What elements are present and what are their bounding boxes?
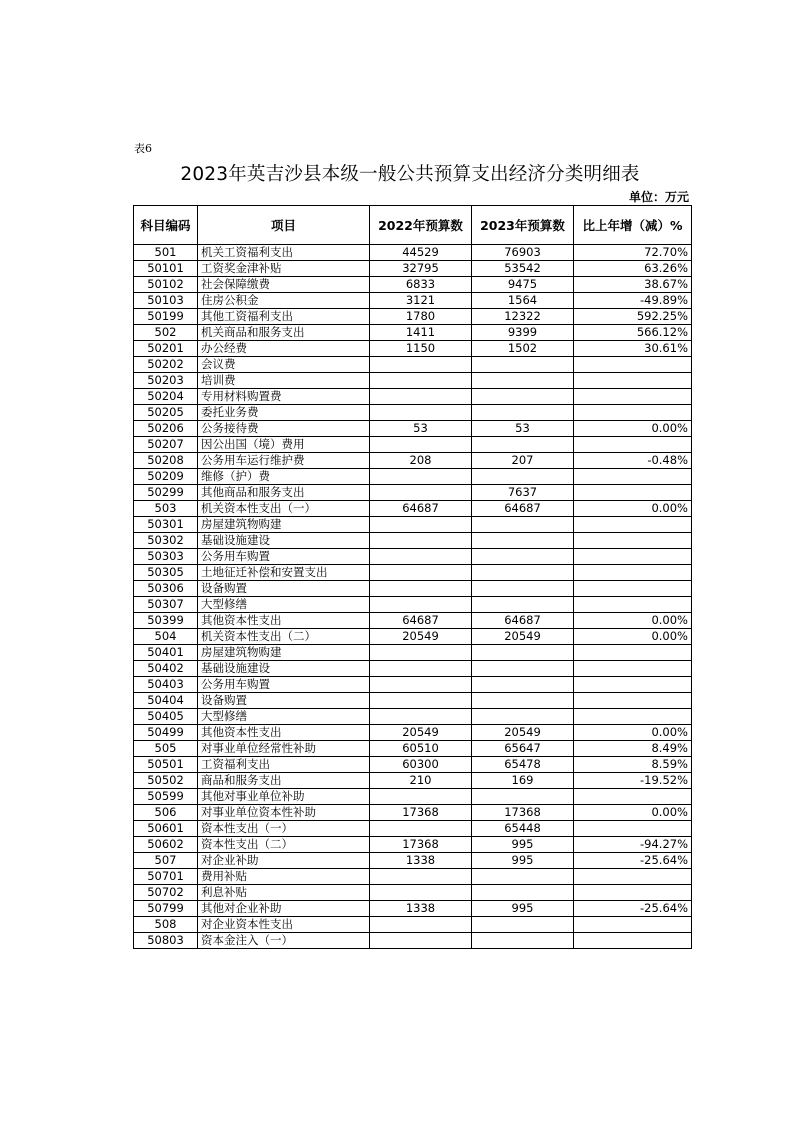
code-cell: 50306 <box>134 581 198 597</box>
budget-2023-cell <box>472 789 574 805</box>
budget-2022-cell <box>370 469 472 485</box>
change-cell: 566.12% <box>574 325 692 341</box>
budget-2023-cell: 20549 <box>472 629 574 645</box>
budget-2022-cell: 6833 <box>370 277 472 293</box>
change-cell <box>574 517 692 533</box>
header-code: 科目编码 <box>134 206 198 245</box>
table-row <box>134 661 692 677</box>
code-cell: 50202 <box>134 357 198 373</box>
code-cell: 507 <box>134 853 198 869</box>
budget-2022-cell <box>370 389 472 405</box>
table-header-row <box>134 206 692 245</box>
code-cell: 50599 <box>134 789 198 805</box>
table-row <box>134 885 692 901</box>
change-cell <box>574 869 692 885</box>
change-cell <box>574 469 692 485</box>
budget-2023-cell: 64687 <box>472 613 574 629</box>
budget-2022-cell: 1780 <box>370 309 472 325</box>
item-cell: 设备购置 <box>198 693 370 709</box>
budget-2023-cell: 17368 <box>472 805 574 821</box>
budget-2023-cell: 53 <box>472 421 574 437</box>
item-cell: 委托业务费 <box>198 405 370 421</box>
budget-2022-cell <box>370 677 472 693</box>
item-cell: 对事业单位资本性补助 <box>198 805 370 821</box>
budget-2023-cell: 995 <box>472 901 574 917</box>
budget-2022-cell: 17368 <box>370 837 472 853</box>
budget-2022-cell <box>370 357 472 373</box>
item-cell: 机关工资福利支出 <box>198 245 370 261</box>
change-cell: -0.48% <box>574 453 692 469</box>
change-cell <box>574 357 692 373</box>
table-row <box>134 501 692 517</box>
budget-2023-cell <box>472 437 574 453</box>
item-cell: 对事业单位经常性补助 <box>198 741 370 757</box>
table-row <box>134 709 692 725</box>
budget-2023-cell: 995 <box>472 853 574 869</box>
change-cell <box>574 597 692 613</box>
change-cell: -25.64% <box>574 901 692 917</box>
budget-2022-cell <box>370 565 472 581</box>
code-cell: 505 <box>134 741 198 757</box>
code-cell: 50102 <box>134 277 198 293</box>
item-cell: 因公出国（境）费用 <box>198 437 370 453</box>
table-row <box>134 837 692 853</box>
code-cell: 50305 <box>134 565 198 581</box>
item-cell: 机关资本性支出（二） <box>198 629 370 645</box>
item-cell: 房屋建筑物购建 <box>198 517 370 533</box>
item-cell: 资本性支出（一） <box>198 821 370 837</box>
budget-2022-cell: 60510 <box>370 741 472 757</box>
change-cell <box>574 565 692 581</box>
table-row <box>134 565 692 581</box>
change-cell <box>574 549 692 565</box>
change-cell: -94.27% <box>574 837 692 853</box>
budget-2023-cell <box>472 869 574 885</box>
item-cell: 公务用车购置 <box>198 549 370 565</box>
table-row <box>134 581 692 597</box>
budget-2023-cell: 7637 <box>472 485 574 501</box>
change-cell: 0.00% <box>574 725 692 741</box>
code-cell: 50303 <box>134 549 198 565</box>
code-cell: 50204 <box>134 389 198 405</box>
item-cell: 对企业补助 <box>198 853 370 869</box>
change-cell: 0.00% <box>574 421 692 437</box>
change-cell <box>574 373 692 389</box>
item-cell: 社会保障缴费 <box>198 277 370 293</box>
change-cell <box>574 709 692 725</box>
table-row <box>134 245 692 261</box>
budget-2023-cell <box>472 645 574 661</box>
item-cell: 其他对企业补助 <box>198 901 370 917</box>
budget-2023-cell: 1502 <box>472 341 574 357</box>
item-cell: 费用补贴 <box>198 869 370 885</box>
budget-2022-cell <box>370 373 472 389</box>
change-cell: 72.70% <box>574 245 692 261</box>
budget-2023-cell: 995 <box>472 837 574 853</box>
budget-2023-cell <box>472 581 574 597</box>
budget-2022-cell <box>370 661 472 677</box>
item-cell: 房屋建筑物购建 <box>198 645 370 661</box>
budget-2022-cell <box>370 581 472 597</box>
budget-2023-cell <box>472 661 574 677</box>
change-cell: 30.61% <box>574 341 692 357</box>
table-row <box>134 773 692 789</box>
budget-2022-cell: 1338 <box>370 901 472 917</box>
item-cell: 其他资本性支出 <box>198 725 370 741</box>
code-cell: 50201 <box>134 341 198 357</box>
budget-2022-cell <box>370 917 472 933</box>
change-cell: -25.64% <box>574 853 692 869</box>
header-change: 比上年增（减）% <box>574 206 692 245</box>
budget-2023-cell <box>472 405 574 421</box>
item-cell: 对企业资本性支出 <box>198 917 370 933</box>
change-cell <box>574 789 692 805</box>
code-cell: 50602 <box>134 837 198 853</box>
budget-2023-cell: 64687 <box>472 501 574 517</box>
code-cell: 50403 <box>134 677 198 693</box>
code-cell: 50101 <box>134 261 198 277</box>
budget-2022-cell <box>370 821 472 837</box>
table-row <box>134 725 692 741</box>
budget-2022-cell: 32795 <box>370 261 472 277</box>
item-cell: 其他工资福利支出 <box>198 309 370 325</box>
budget-2023-cell <box>472 373 574 389</box>
code-cell: 503 <box>134 501 198 517</box>
change-cell: -19.52% <box>574 773 692 789</box>
table-row <box>134 517 692 533</box>
item-cell: 公务接待费 <box>198 421 370 437</box>
item-cell: 培训费 <box>198 373 370 389</box>
budget-2022-cell <box>370 869 472 885</box>
item-cell: 其他对事业单位补助 <box>198 789 370 805</box>
table-row <box>134 357 692 373</box>
item-cell: 专用材料购置费 <box>198 389 370 405</box>
table-body <box>134 245 692 949</box>
budget-2023-cell: 20549 <box>472 725 574 741</box>
header-2023-budget: 2023年预算数 <box>472 206 574 245</box>
item-cell: 公务用车购置 <box>198 677 370 693</box>
budget-2023-cell: 53542 <box>472 261 574 277</box>
table-row <box>134 693 692 709</box>
change-cell <box>574 933 692 949</box>
change-cell <box>574 485 692 501</box>
table-row <box>134 549 692 565</box>
table-row <box>134 853 692 869</box>
table-row <box>134 789 692 805</box>
table-row <box>134 629 692 645</box>
code-cell: 50401 <box>134 645 198 661</box>
budget-2022-cell <box>370 597 472 613</box>
budget-2022-cell: 53 <box>370 421 472 437</box>
code-cell: 50307 <box>134 597 198 613</box>
code-cell: 50404 <box>134 693 198 709</box>
item-cell: 工资福利支出 <box>198 757 370 773</box>
change-cell: 8.59% <box>574 757 692 773</box>
change-cell <box>574 885 692 901</box>
change-cell: 592.25% <box>574 309 692 325</box>
change-cell: 0.00% <box>574 805 692 821</box>
budget-2023-cell <box>472 597 574 613</box>
item-cell: 住房公积金 <box>198 293 370 309</box>
budget-2022-cell <box>370 549 472 565</box>
code-cell: 50301 <box>134 517 198 533</box>
budget-2023-cell <box>472 709 574 725</box>
table-row <box>134 645 692 661</box>
table-row <box>134 597 692 613</box>
item-cell: 土地征迁补偿和安置支出 <box>198 565 370 581</box>
budget-2023-cell: 76903 <box>472 245 574 261</box>
code-cell: 501 <box>134 245 198 261</box>
item-cell: 利息补贴 <box>198 885 370 901</box>
budget-2023-cell <box>472 533 574 549</box>
change-cell <box>574 917 692 933</box>
code-cell: 50207 <box>134 437 198 453</box>
change-cell <box>574 693 692 709</box>
code-cell: 50208 <box>134 453 198 469</box>
change-cell <box>574 405 692 421</box>
budget-2022-cell: 20549 <box>370 629 472 645</box>
item-cell: 其他资本性支出 <box>198 613 370 629</box>
budget-2022-cell <box>370 709 472 725</box>
budget-2023-cell: 65647 <box>472 741 574 757</box>
budget-2023-cell <box>472 565 574 581</box>
item-cell: 设备购置 <box>198 581 370 597</box>
budget-2022-cell: 208 <box>370 453 472 469</box>
item-cell: 其他商品和服务支出 <box>198 485 370 501</box>
budget-2023-cell: 207 <box>472 453 574 469</box>
change-cell: 8.49% <box>574 741 692 757</box>
table-row <box>134 277 692 293</box>
table-row <box>134 741 692 757</box>
change-cell <box>574 677 692 693</box>
table-label: 表6 <box>134 142 152 155</box>
item-cell: 基础设施建设 <box>198 533 370 549</box>
code-cell: 504 <box>134 629 198 645</box>
table-row <box>134 261 692 277</box>
budget-2022-cell: 44529 <box>370 245 472 261</box>
budget-table <box>133 205 692 949</box>
item-cell: 公务用车运行维护费 <box>198 453 370 469</box>
table-row <box>134 677 692 693</box>
header-2022-budget: 2022年预算数 <box>370 206 472 245</box>
code-cell: 502 <box>134 325 198 341</box>
item-cell: 资本金注入（一） <box>198 933 370 949</box>
table-row <box>134 805 692 821</box>
budget-2023-cell: 9399 <box>472 325 574 341</box>
item-cell: 大型修缮 <box>198 709 370 725</box>
budget-2023-cell <box>472 917 574 933</box>
change-cell: 0.00% <box>574 501 692 517</box>
code-cell: 50601 <box>134 821 198 837</box>
budget-2023-cell: 9475 <box>472 277 574 293</box>
budget-2022-cell <box>370 933 472 949</box>
code-cell: 50209 <box>134 469 198 485</box>
budget-2023-cell <box>472 357 574 373</box>
budget-2022-cell <box>370 789 472 805</box>
budget-2023-cell <box>472 677 574 693</box>
item-cell: 办公经费 <box>198 341 370 357</box>
change-cell: 63.26% <box>574 261 692 277</box>
budget-2022-cell: 1150 <box>370 341 472 357</box>
item-cell: 商品和服务支出 <box>198 773 370 789</box>
table-row <box>134 421 692 437</box>
budget-2022-cell <box>370 437 472 453</box>
budget-2022-cell: 17368 <box>370 805 472 821</box>
change-cell: 0.00% <box>574 629 692 645</box>
budget-2022-cell: 60300 <box>370 757 472 773</box>
change-cell <box>574 389 692 405</box>
code-cell: 50299 <box>134 485 198 501</box>
change-cell: -49.89% <box>574 293 692 309</box>
unit-label: 单位：万元 <box>628 190 689 204</box>
table-row <box>134 405 692 421</box>
item-cell: 资本性支出（二） <box>198 837 370 853</box>
change-cell <box>574 821 692 837</box>
table-row <box>134 869 692 885</box>
budget-2022-cell: 210 <box>370 773 472 789</box>
budget-2022-cell: 64687 <box>370 613 472 629</box>
change-cell: 0.00% <box>574 613 692 629</box>
item-cell: 大型修缮 <box>198 597 370 613</box>
code-cell: 506 <box>134 805 198 821</box>
header-item: 项目 <box>198 206 370 245</box>
code-cell: 50701 <box>134 869 198 885</box>
budget-2023-cell: 169 <box>472 773 574 789</box>
table-row <box>134 309 692 325</box>
change-cell <box>574 661 692 677</box>
budget-2023-cell <box>472 469 574 485</box>
code-cell: 50501 <box>134 757 198 773</box>
table-row <box>134 389 692 405</box>
budget-2022-cell: 20549 <box>370 725 472 741</box>
code-cell: 50203 <box>134 373 198 389</box>
budget-2023-cell <box>472 933 574 949</box>
table-row <box>134 613 692 629</box>
item-cell: 会议费 <box>198 357 370 373</box>
table-row <box>134 437 692 453</box>
table-row <box>134 901 692 917</box>
table-row <box>134 533 692 549</box>
table-row <box>134 373 692 389</box>
code-cell: 50103 <box>134 293 198 309</box>
item-cell: 机关资本性支出（一） <box>198 501 370 517</box>
item-cell: 基础设施建设 <box>198 661 370 677</box>
table-row <box>134 325 692 341</box>
table-row <box>134 469 692 485</box>
budget-2023-cell <box>472 885 574 901</box>
code-cell: 50799 <box>134 901 198 917</box>
change-cell: 38.67% <box>574 277 692 293</box>
budget-2022-cell <box>370 645 472 661</box>
code-cell: 50405 <box>134 709 198 725</box>
table-row <box>134 341 692 357</box>
budget-2022-cell <box>370 405 472 421</box>
budget-2022-cell: 1411 <box>370 325 472 341</box>
budget-2023-cell: 1564 <box>472 293 574 309</box>
code-cell: 50199 <box>134 309 198 325</box>
budget-2023-cell: 12322 <box>472 309 574 325</box>
change-cell <box>574 437 692 453</box>
code-cell: 50702 <box>134 885 198 901</box>
table-row <box>134 757 692 773</box>
table-row <box>134 453 692 469</box>
code-cell: 50803 <box>134 933 198 949</box>
code-cell: 50499 <box>134 725 198 741</box>
budget-2023-cell <box>472 693 574 709</box>
code-cell: 50206 <box>134 421 198 437</box>
table-row <box>134 933 692 949</box>
change-cell <box>574 645 692 661</box>
code-cell: 50302 <box>134 533 198 549</box>
budget-2022-cell: 64687 <box>370 501 472 517</box>
item-cell: 工资奖金津补贴 <box>198 261 370 277</box>
change-cell <box>574 581 692 597</box>
code-cell: 508 <box>134 917 198 933</box>
table-row <box>134 293 692 309</box>
item-cell: 机关商品和服务支出 <box>198 325 370 341</box>
budget-2022-cell <box>370 885 472 901</box>
budget-2022-cell: 3121 <box>370 293 472 309</box>
budget-2022-cell <box>370 517 472 533</box>
budget-2022-cell <box>370 533 472 549</box>
budget-2023-cell <box>472 389 574 405</box>
item-cell: 维修（护）费 <box>198 469 370 485</box>
code-cell: 50205 <box>134 405 198 421</box>
code-cell: 50402 <box>134 661 198 677</box>
table-row <box>134 821 692 837</box>
budget-2023-cell: 65448 <box>472 821 574 837</box>
document-title: 2023年英吉沙县本级一般公共预算支出经济分类明细表 <box>180 164 640 185</box>
budget-2022-cell: 1338 <box>370 853 472 869</box>
budget-2023-cell: 65478 <box>472 757 574 773</box>
table-row <box>134 485 692 501</box>
budget-2022-cell <box>370 485 472 501</box>
budget-2022-cell <box>370 693 472 709</box>
code-cell: 50502 <box>134 773 198 789</box>
budget-2023-cell <box>472 517 574 533</box>
budget-2023-cell <box>472 549 574 565</box>
table-row <box>134 917 692 933</box>
change-cell <box>574 533 692 549</box>
code-cell: 50399 <box>134 613 198 629</box>
